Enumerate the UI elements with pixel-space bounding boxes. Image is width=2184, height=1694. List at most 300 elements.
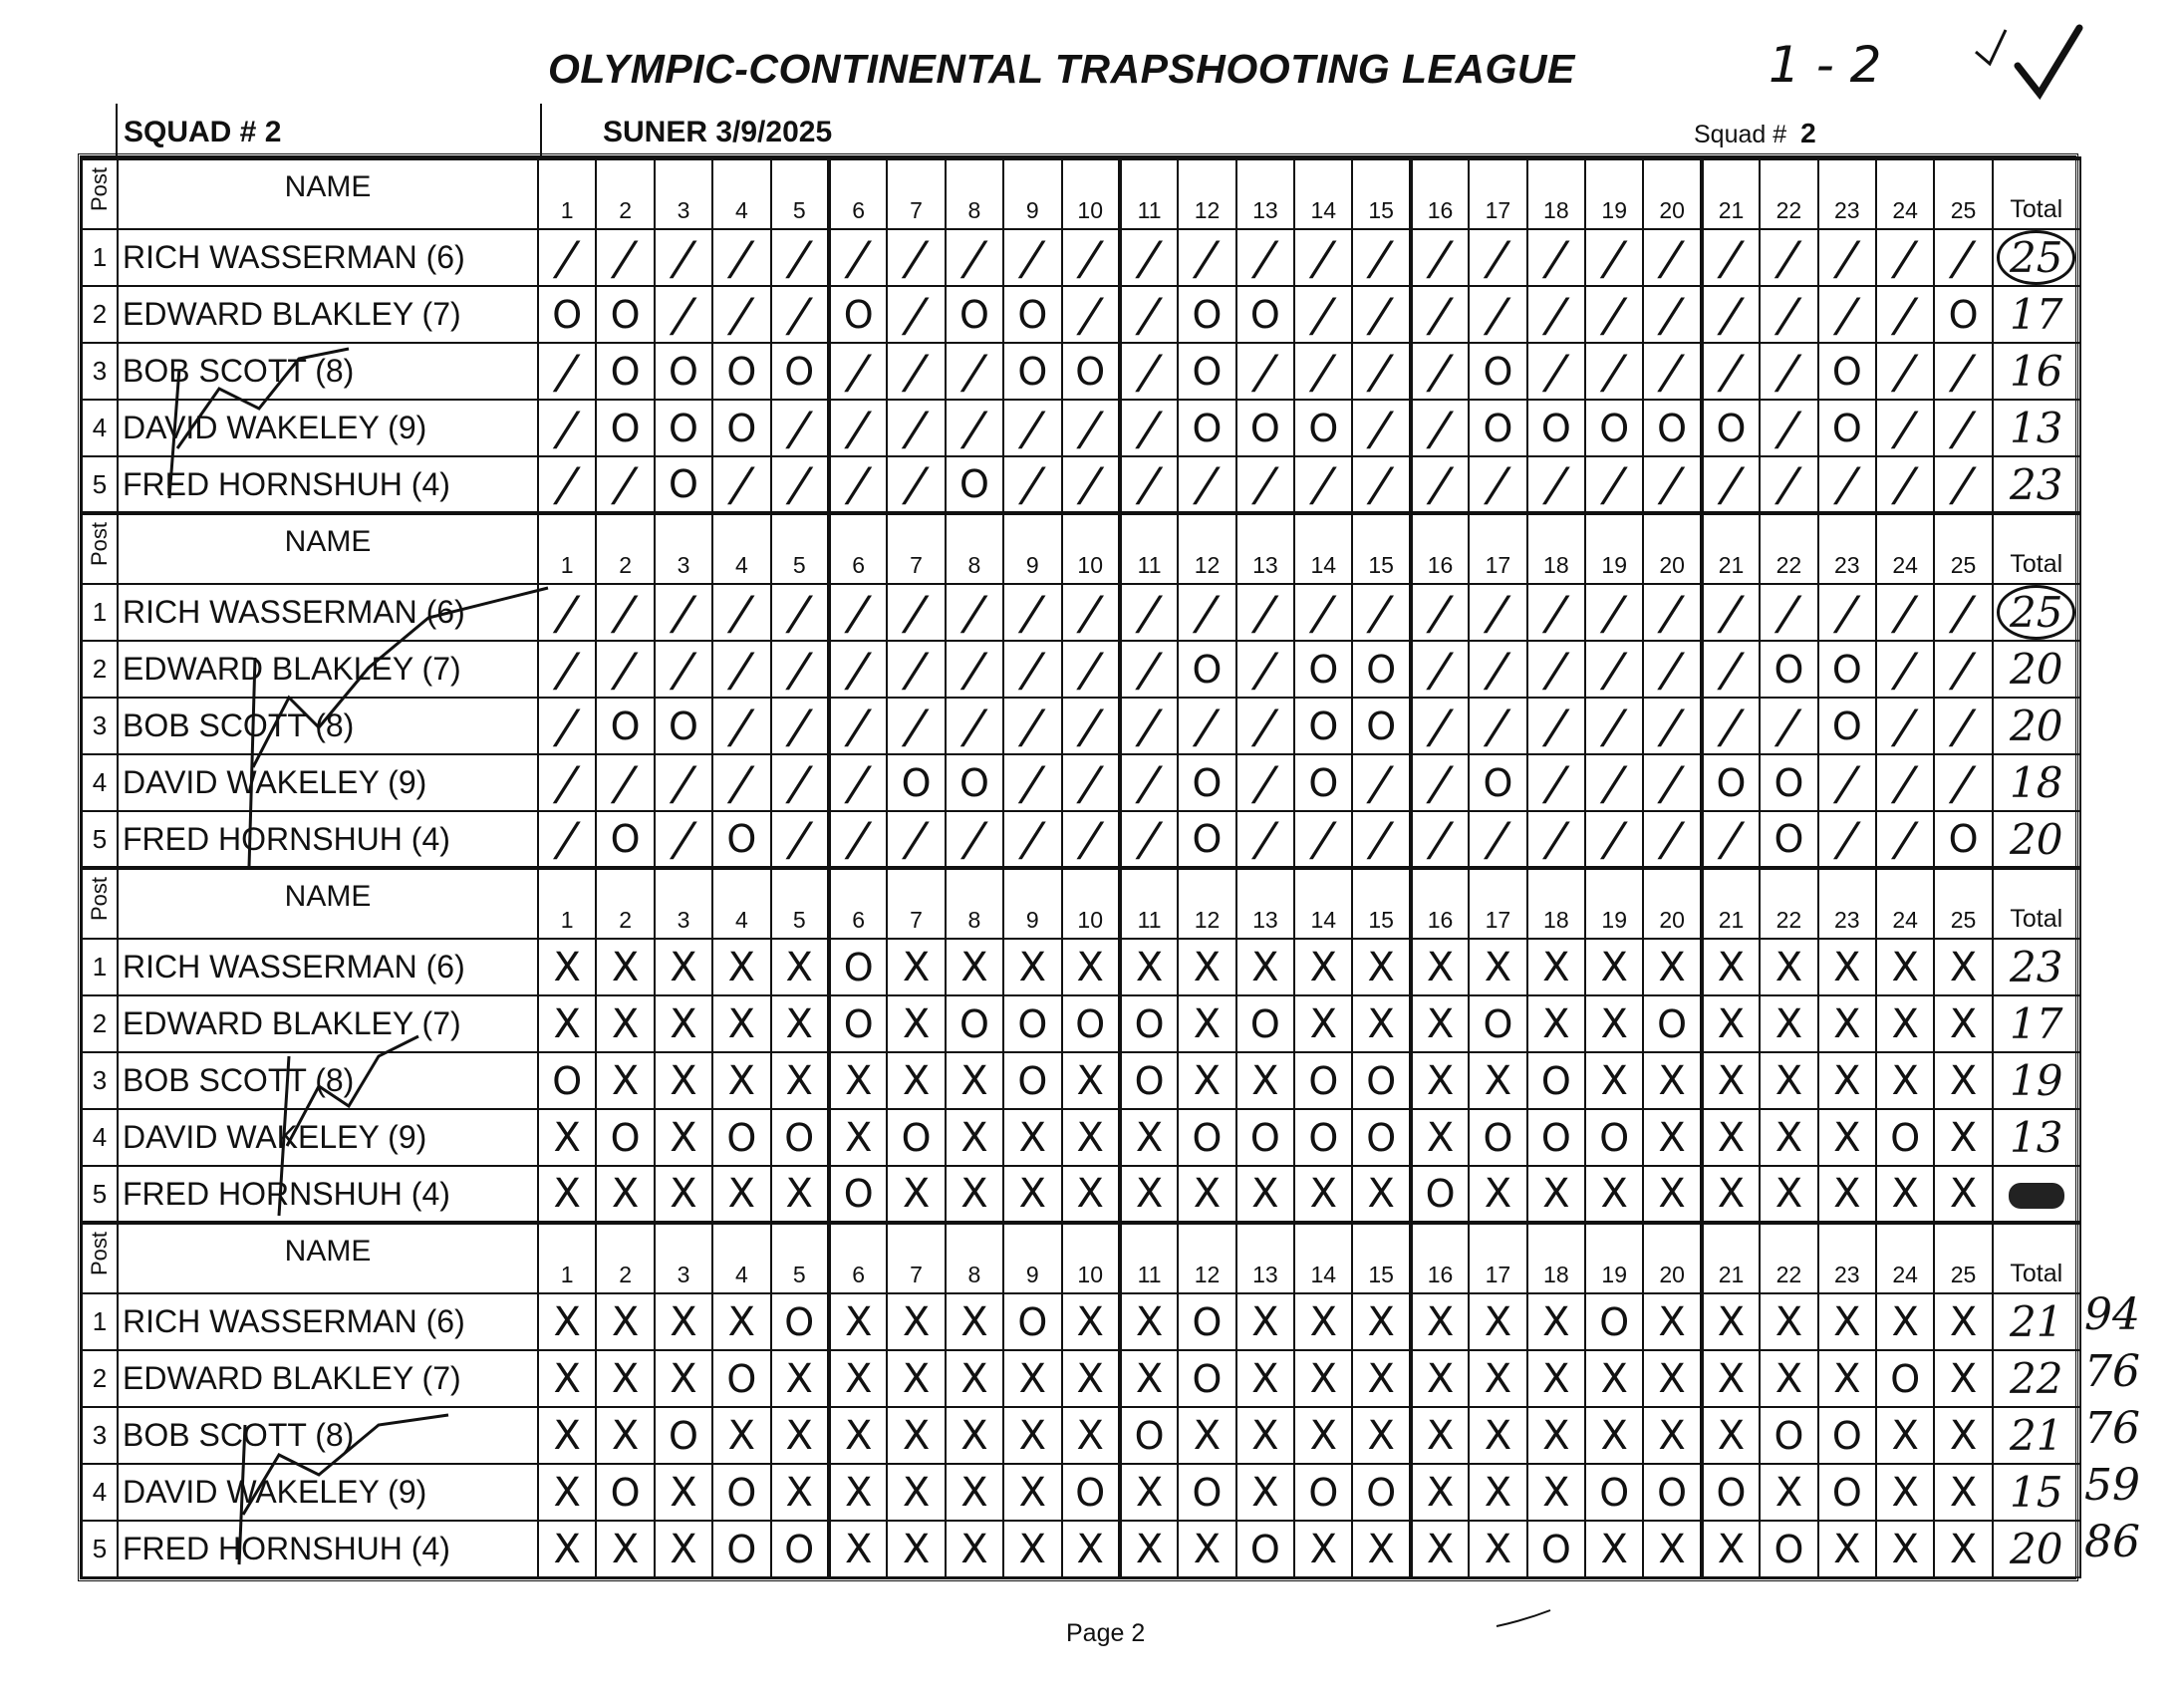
target-number-header: 18 [1527,513,1585,584]
hit-target-mark: / [820,641,897,698]
hit-target-mark: / [878,286,955,343]
target-number-header: 17 [1469,1223,1526,1293]
hit-target-mark: / [1634,343,1711,400]
row-total: 23 [1993,456,2080,513]
lost-target-mark: O [771,343,829,400]
hit-target-mark: X [596,995,654,1052]
hit-target-mark: X [1352,995,1410,1052]
shooter-row [82,400,2080,456]
hit-target-mark: X [1411,1052,1469,1109]
hit-target-mark: X [1876,1407,1934,1464]
hit-target-mark: X [655,1293,712,1350]
hit-target-mark: / [1227,811,1303,868]
hit-target-mark: / [761,456,838,513]
lost-target-mark: O [1178,641,1235,698]
hit-target-mark: / [878,641,955,698]
pen-mark [1495,1604,1554,1634]
hit-target-mark: / [820,456,897,513]
hit-target-mark: X [1120,1109,1178,1166]
hit-target-mark: / [1052,456,1129,513]
hit-target-mark: X [538,1464,596,1521]
lost-target-mark: O [946,456,1003,513]
target-number-header: 7 [887,513,945,584]
target-number-header: 4 [712,868,770,939]
target-number-header: 24 [1876,868,1934,939]
hit-target-mark: / [1634,698,1711,754]
hit-target-mark: X [1702,1293,1760,1350]
post-number: 5 [82,811,118,868]
hit-target-mark: / [1402,698,1479,754]
hit-target-mark: / [761,584,838,641]
target-number-header: 11 [1120,158,1178,229]
hit-target-mark: / [1634,754,1711,811]
target-number-header: 23 [1818,513,1876,584]
target-number-header: 7 [887,158,945,229]
target-number-header: 5 [771,868,829,939]
hit-target-mark: X [712,1052,770,1109]
hit-target-mark: / [1052,286,1129,343]
shooter-row [82,343,2080,400]
lost-target-mark: O [1003,995,1061,1052]
hit-target-mark: / [529,698,606,754]
lost-target-mark: O [596,698,654,754]
hit-target-mark: / [1751,456,1827,513]
shooter-name: DAVID WAKELEY (9) [118,1464,538,1521]
round-header-row [82,513,2080,584]
hit-target-mark: / [1052,400,1129,456]
hit-target-mark: / [1111,584,1188,641]
name-header: NAME [118,513,538,584]
squad-number: Squad # 2 [1694,118,1816,148]
hit-target-mark: / [1227,584,1303,641]
shooter-name: DAVID WAKELEY (9) [118,400,538,456]
hit-target-mark: / [994,229,1071,286]
hit-target-mark: / [878,698,955,754]
hit-target-mark: X [829,1521,887,1577]
hit-target-mark: X [829,1052,887,1109]
hit-target-mark: / [1925,456,2002,513]
lost-target-mark: O [1236,1109,1294,1166]
hit-target-mark: / [529,229,606,286]
row-total [1993,1166,2080,1223]
hit-target-mark: / [1460,584,1536,641]
hit-target-mark: / [703,456,780,513]
target-number-header: 15 [1352,1223,1410,1293]
target-number-header: 14 [1294,513,1352,584]
lost-target-mark: O [1527,1109,1585,1166]
target-number-header: 8 [946,1223,1003,1293]
hit-target-mark: / [1460,698,1536,754]
target-number-header: 15 [1352,158,1410,229]
shooter-row [82,811,2080,868]
hit-target-mark: X [1352,1166,1410,1223]
hit-target-mark: / [820,584,897,641]
target-number-header: 20 [1643,1223,1701,1293]
hit-target-mark: X [946,1350,1003,1407]
hit-target-mark: X [712,1407,770,1464]
event-label: SUNER 3/9/2025 [603,116,833,148]
hit-target-mark: X [1469,1521,1526,1577]
hit-target-mark: X [1702,1350,1760,1407]
checkmark-icon [1968,22,2087,102]
post-number: 4 [82,1464,118,1521]
hit-target-mark: X [946,1052,1003,1109]
target-number-header: 19 [1585,868,1643,939]
lost-target-mark: O [1469,343,1526,400]
hit-target-mark: / [1693,641,1770,698]
shooter-name: EDWARD BLAKLEY (7) [118,995,538,1052]
target-number-header: 21 [1702,1223,1760,1293]
hit-target-mark: / [529,811,606,868]
hit-target-mark: / [878,584,955,641]
hit-target-mark: X [1294,1407,1352,1464]
shooter-name: FRED HORNSHUH (4) [118,811,538,868]
hit-target-mark: X [596,1521,654,1577]
shooter-name: DAVID WAKELEY (9) [118,1109,538,1166]
hit-target-mark: / [936,400,1012,456]
hit-target-mark: / [878,229,955,286]
lost-target-mark: O [887,754,945,811]
hit-target-mark: X [1643,1521,1701,1577]
hit-target-mark: / [1402,641,1479,698]
hit-target-mark: / [646,286,722,343]
hit-target-mark: / [1867,584,1944,641]
hit-target-mark: X [1760,1464,1817,1521]
hit-target-mark: X [1469,1464,1526,1521]
target-number-header: 6 [829,513,887,584]
hit-target-mark: X [712,939,770,995]
hit-target-mark: / [1402,286,1479,343]
lost-target-mark: O [1818,698,1876,754]
lost-target-mark: O [1643,995,1701,1052]
target-number-header: 17 [1469,868,1526,939]
lost-target-mark: O [1469,1109,1526,1166]
hit-target-mark: X [655,1521,712,1577]
post-number: 3 [82,698,118,754]
hit-target-mark: / [1111,286,1188,343]
total-header: Total [1993,868,2080,939]
hit-target-mark: X [1760,995,1817,1052]
lost-target-mark: O [596,286,654,343]
page-number: Page 2 [1066,1619,1146,1647]
hit-target-mark: X [1178,1521,1235,1577]
hit-target-mark: X [1876,1464,1934,1521]
lost-target-mark: O [1352,1052,1410,1109]
hit-target-mark: X [538,1350,596,1407]
hit-target-mark: X [1120,1350,1178,1407]
hit-target-mark: / [1111,456,1188,513]
hit-target-mark: / [1751,229,1827,286]
hit-target-mark: / [1576,641,1653,698]
hit-target-mark: / [587,754,664,811]
shooter-row [82,1109,2080,1166]
hit-target-mark: X [1527,939,1585,995]
name-header: NAME [118,868,538,939]
hit-target-mark: / [1925,400,2002,456]
target-number-header: 8 [946,513,1003,584]
hit-target-mark: / [1693,811,1770,868]
hit-target-mark: / [1285,229,1362,286]
target-number-header: 3 [655,158,712,229]
target-number-header: 10 [1062,1223,1120,1293]
shooter-row [82,584,2080,641]
row-total: 20 [1993,698,2080,754]
lost-target-mark: O [946,754,1003,811]
target-number-header: 17 [1469,158,1526,229]
hit-target-mark: / [761,229,838,286]
lost-target-mark: O [1062,1464,1120,1521]
hit-target-mark: X [1236,1166,1294,1223]
lost-target-mark: O [829,995,887,1052]
hit-target-mark: / [1576,286,1653,343]
lost-target-mark: O [1585,1109,1643,1166]
row-total: 20 [1993,641,2080,698]
hit-target-mark: / [1227,754,1303,811]
target-number-header: 2 [596,1223,654,1293]
post-number: 5 [82,1166,118,1223]
target-number-header: 6 [829,158,887,229]
hit-target-mark: X [1294,1166,1352,1223]
hit-target-mark: / [994,754,1071,811]
target-number-header: 10 [1062,158,1120,229]
hit-target-mark: X [1818,1350,1876,1407]
target-number-header: 12 [1178,1223,1235,1293]
hit-target-mark: X [771,1052,829,1109]
lost-target-mark: O [712,1350,770,1407]
lost-target-mark: O [1585,1464,1643,1521]
hit-target-mark: X [1294,995,1352,1052]
lost-target-mark: O [1178,811,1235,868]
hit-target-mark: X [596,1407,654,1464]
hit-target-mark: / [1111,641,1188,698]
hit-target-mark: / [1517,698,1594,754]
target-number-header: 20 [1643,868,1701,939]
hit-target-mark: / [1169,698,1245,754]
target-number-header: 19 [1585,513,1643,584]
hit-target-mark: X [887,995,945,1052]
hit-target-mark: / [1343,229,1420,286]
hit-target-mark: X [1527,995,1585,1052]
target-number-header: 6 [829,1223,887,1293]
hit-target-mark: X [1643,1109,1701,1166]
post-number: 3 [82,1052,118,1109]
score-table [81,156,2081,1578]
target-number-header: 25 [1934,513,1992,584]
hit-target-mark: X [1120,1464,1178,1521]
hit-target-mark: / [1751,343,1827,400]
hit-target-mark: / [1460,641,1536,698]
hit-target-mark: / [761,811,838,868]
hit-target-mark: / [646,584,722,641]
hit-target-mark: X [1411,995,1469,1052]
shooter-name: RICH WASSERMAN (6) [118,939,538,995]
hit-target-mark: / [994,641,1071,698]
shooter-row [82,754,2080,811]
hit-target-mark: X [1527,1407,1585,1464]
lost-target-mark: O [1178,1464,1235,1521]
hit-target-mark: / [1402,754,1479,811]
lost-target-mark: O [596,400,654,456]
hit-target-mark: / [646,811,722,868]
hit-target-mark: / [936,811,1012,868]
row-total: 13 [1993,400,2080,456]
hit-target-mark: X [1643,1293,1701,1350]
lost-target-mark: O [1643,1464,1701,1521]
hit-target-mark: X [1876,1293,1934,1350]
hit-target-mark: / [1808,811,1885,868]
lost-target-mark: O [1702,754,1760,811]
hit-target-mark: X [1876,995,1934,1052]
hit-target-mark: X [1062,1109,1120,1166]
hit-target-mark: / [1227,456,1303,513]
lost-target-mark: O [1352,698,1410,754]
lost-target-mark: O [596,1464,654,1521]
shooter-name: BOB SCOTT (8) [118,1052,538,1109]
hit-target-mark: / [1867,811,1944,868]
hit-target-mark: X [655,939,712,995]
post-header: Post [82,513,118,584]
hit-target-mark: X [1934,1052,1992,1109]
hit-target-mark: / [1751,400,1827,456]
lost-target-mark: O [596,1109,654,1166]
hit-target-mark: X [829,1109,887,1166]
round-header-row [82,868,2080,939]
lost-target-mark: O [1469,754,1526,811]
hit-target-mark: X [1527,1293,1585,1350]
hit-target-mark: X [655,1350,712,1407]
hit-target-mark: X [1760,1052,1817,1109]
hit-target-mark: X [1352,1521,1410,1577]
hit-target-mark: / [1576,584,1653,641]
post-number: 1 [82,584,118,641]
hit-target-mark: / [703,641,780,698]
post-number: 1 [82,1293,118,1350]
lost-target-mark: O [1178,1293,1235,1350]
lost-target-mark: O [1178,1109,1235,1166]
hit-target-mark: X [1120,1166,1178,1223]
row-total: 22 [1993,1350,2080,1407]
target-number-header: 14 [1294,868,1352,939]
target-number-header: 22 [1760,868,1817,939]
target-number-header: 22 [1760,158,1817,229]
target-number-header: 16 [1411,513,1469,584]
hit-target-mark: X [1527,1464,1585,1521]
hit-target-mark: X [1178,1407,1235,1464]
hit-target-mark: X [771,939,829,995]
hit-target-mark: X [1062,1407,1120,1464]
hit-target-mark: / [1751,584,1827,641]
hit-target-mark: X [887,1521,945,1577]
hit-target-mark: / [1808,754,1885,811]
target-number-header: 23 [1818,868,1876,939]
target-number-header: 14 [1294,158,1352,229]
post-number: 4 [82,400,118,456]
hit-target-mark: X [1411,1109,1469,1166]
lost-target-mark: O [771,1293,829,1350]
hit-target-mark: / [1402,584,1479,641]
hit-target-mark: X [1818,1293,1876,1350]
shooter-name: BOB SCOTT (8) [118,343,538,400]
lost-target-mark: O [1818,1464,1876,1521]
hit-target-mark: X [887,1293,945,1350]
hit-target-mark: X [1352,1293,1410,1350]
lost-target-mark: O [1294,1052,1352,1109]
hit-target-mark: X [1003,1464,1061,1521]
row-total: 16 [1993,343,2080,400]
shooter-name: FRED HORNSHUH (4) [118,1166,538,1223]
target-number-header: 13 [1236,158,1294,229]
hit-target-mark: X [1469,1293,1526,1350]
hit-target-mark: X [1527,1166,1585,1223]
hit-target-mark: / [1343,456,1420,513]
hit-target-mark: X [538,1407,596,1464]
hit-target-mark: / [1343,286,1420,343]
hit-target-mark: X [1876,1521,1934,1577]
hit-target-mark: X [1934,1166,1992,1223]
hit-target-mark: / [1634,641,1711,698]
lost-target-mark: O [946,286,1003,343]
grand-total: 86 [2084,1517,2140,1567]
lost-target-mark: O [1469,995,1526,1052]
hit-target-mark: X [946,1109,1003,1166]
hit-target-mark: X [1294,1293,1352,1350]
lost-target-mark: O [1294,400,1352,456]
shooter-name: DAVID WAKELEY (9) [118,754,538,811]
hit-target-mark: X [1818,939,1876,995]
hit-target-mark: X [1003,1407,1061,1464]
hit-target-mark: / [820,343,897,400]
post-number: 1 [82,229,118,286]
lost-target-mark: O [1003,286,1061,343]
hit-target-mark: / [1634,811,1711,868]
hit-target-mark: X [1469,1052,1526,1109]
row-total: 17 [1993,995,2080,1052]
hit-target-mark: X [655,1052,712,1109]
total-header: Total [1993,513,2080,584]
lost-target-mark: O [538,286,596,343]
row-total: 20 [1993,1521,2080,1577]
shooter-row [82,698,2080,754]
hit-target-mark: / [820,229,897,286]
hit-target-mark: / [1576,698,1653,754]
hit-target-mark: / [1808,286,1885,343]
hit-target-mark: X [1702,995,1760,1052]
hit-target-mark: / [820,754,897,811]
target-number-header: 15 [1352,513,1410,584]
hit-target-mark: X [1876,939,1934,995]
hit-target-mark: / [1867,641,1944,698]
total-header: Total [1993,158,2080,229]
hit-target-mark: / [1693,456,1770,513]
hit-target-mark: / [1693,698,1770,754]
lost-target-mark: O [1760,754,1817,811]
hit-target-mark: X [1469,1166,1526,1223]
post-number: 2 [82,641,118,698]
shooter-row [82,1166,2080,1223]
shooter-name: FRED HORNSHUH (4) [118,456,538,513]
lost-target-mark: O [1818,641,1876,698]
lost-target-mark: O [1178,343,1235,400]
hit-target-mark: X [1411,1293,1469,1350]
hit-target-mark: / [1925,698,2002,754]
lost-target-mark: O [1236,400,1294,456]
lost-target-mark: O [1469,400,1526,456]
shooter-row [82,1521,2080,1577]
row-total: 25 [1993,229,2080,286]
post-header: Post [82,1223,118,1293]
hit-target-mark: X [1934,1464,1992,1521]
hit-target-mark: X [887,1407,945,1464]
